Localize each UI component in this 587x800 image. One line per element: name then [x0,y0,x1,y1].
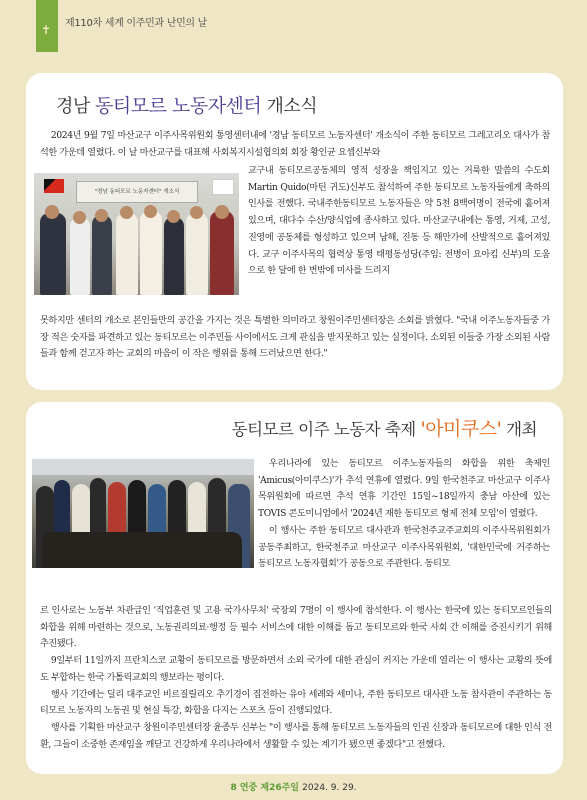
article2-title-prefix: 동티모르 이주 노동자 축제 [231,420,416,439]
person [116,213,138,295]
article1-title-prefix: 경남 [56,96,90,117]
article2-group-photo [32,459,254,568]
article1-paragraph-side: 교구내 동티모르공동체의 영적 성장을 책임지고 있는 거룩한 말씀의 수도회 Martin Quido(마틴 귀도)신부도 참석하여 주한 동티모르 노동자들에게 축하의 인사를 전했다. 국내주한동티모르 노동자들은 약 5천 8백여명이 전국에 흩어져 있으며, 대다수 수산/양식업에 종사하고 있다. 마산교구내에는 통영, 거제, 고성, 진영에 공동체를 형성하고 있으며 남해, 진동 등 해안가에 산발적으로 흩어져있다. 교구 이주사목의 협력상 통영 태평동성당(주임: 전병이 요아킴 신부)의 도움으로 한 달에 한 번밖에 미사를 드리지 [248,166,550,277]
person [210,211,234,295]
article2-title-highlight: '아미쿠스' [420,418,502,440]
article2-title [232,414,537,441]
article1-title [56,91,317,118]
issue-name: 연중 제26주일 [239,783,299,793]
ceiling [32,459,254,475]
page-number: 8 [230,783,237,793]
head [190,206,203,219]
cross-icon: ✝ [41,23,52,37]
article1-paragraph-bottom: 못하지만 센터의 개소로 본인들만의 공간을 가지는 것은 특별한 의미라고 창원이주민센터장은 소회를 밝혔다. "국내 이주노동자들중 가장 적은 숫자를 파견하고 있는 동티모르는 이주민들 사이에서도 크게 관심을 받지못하고 있는 실정이다. 소외된 이들중 가장 소외된 사람들과 함께 걷고자 하는 교회의 마음이 이 작은 행위를 통해 드러났으면 한다." [40,316,550,360]
footer [0,780,587,793]
person [92,215,112,295]
east-timor-flag [44,179,64,193]
head [215,205,229,219]
article2-paragraph-full: 르 인사로는 노동부 차관급인 '직업훈련 및 고용 국가사무처' 국장외 7명이 이 행사에 참석한다. 이 행사는 한국에 있는 동티모르인들의 화합을 위해 마련하는 것으로, 노동권리의료·행정 등 필수 서비스에 대한 이해를 돕고 동티모르와 한국 사회 간 이해를 증진시키기 위해 추진됐다. 9일부터 11일까지 프란치스코 교황이 동티모르를 방문하면서 소외 국가에 대한 관심이 커지는 가운데 열리는 이 행사는 교황의 뜻에도 부합하는 한국 가톨릭교회의 행보라는 평이다. 행사 기간에는 딜리 대주교인 비르질릴리오 추기경이 집전하는 유아 세례와 세미나, 주한 동티모르 대사관 노동 참사관이 주관하는 동티모르 노동자의 노동권 및 현실 특강, 화합을 다지는 스포츠 등이 진행되었다. 행사를 기획한 마산교구 창원이주민센터장 윤종두 신부는 "이 행사를 통해 동티모르 노동자들의 인권 신장과 동티모르에 대한 인식 전환, 그들이 소중한 존재임을 깨닫고 건강하게 우리나라에서 생활할 수 있는 계기가 됐으면 좋겠다"고 전했다. [40,606,552,750]
article1-title-suffix: 개소식 [266,96,318,117]
head [167,210,180,223]
article2-paragraph-side: 우리나라에 있는 동티모르 이주노동자들의 화합을 위한 축제인 'Amicus(아미쿠스)'가 추석 연휴에 열렸다. 9일 한국천주교 마산교구 이주사목위원회에 따르면 추석 연휴 기간인 15일~18일까지 충남 아산에 있는 TOVIS 콘도미니엄에서 '2024년 재한 동티모르 형제 전체 모임'이 열렸다. 이 행사는 주한 동티모르 대사관과 한국천주교주교회의 이주사목위원회가 공동주최하고, 한국천주교 마산교구 이주사목위원회, '대한민국에 거주하는 동티모르 노동자협회'가 공동으로 주관한다. 동티모 [258,459,550,570]
person [70,217,90,295]
front-row [42,532,242,568]
article1-photo [34,173,239,295]
korea-flag [212,179,234,195]
article2-title-suffix: 개최 [506,420,537,439]
issue-date: 2024. 9. 29. [302,783,357,793]
header-title: 제110차 세계 이주민과 난민의 날 [65,18,208,29]
banner-sign: "경남 동티모르 노동자센터" 개소식 [76,181,198,203]
article1-paragraph-top: 2024년 9월 7일 마산교구 이주사목위원회 통영센터내에 '경남 동티모르 노동자센터' 개소식이 주한 동티모르 그레고리오 대사가 참석한 가운데 열렸다. 이 날 마산교구를 대표해 사회복지시설협의회 회장 황인균 요셉신부와 [40,131,550,158]
head [73,211,86,224]
person [164,217,184,295]
header-bookmark [36,0,58,52]
article-panel-centre-opening [26,73,563,390]
person [140,211,162,295]
head [95,209,108,222]
person [186,213,208,295]
article-panel-amicus-festival [26,402,563,774]
head [45,205,59,219]
person [40,213,66,295]
head [144,205,157,218]
head [120,206,133,219]
article1-title-highlight: 동티모르 노동자센터 [95,95,262,117]
